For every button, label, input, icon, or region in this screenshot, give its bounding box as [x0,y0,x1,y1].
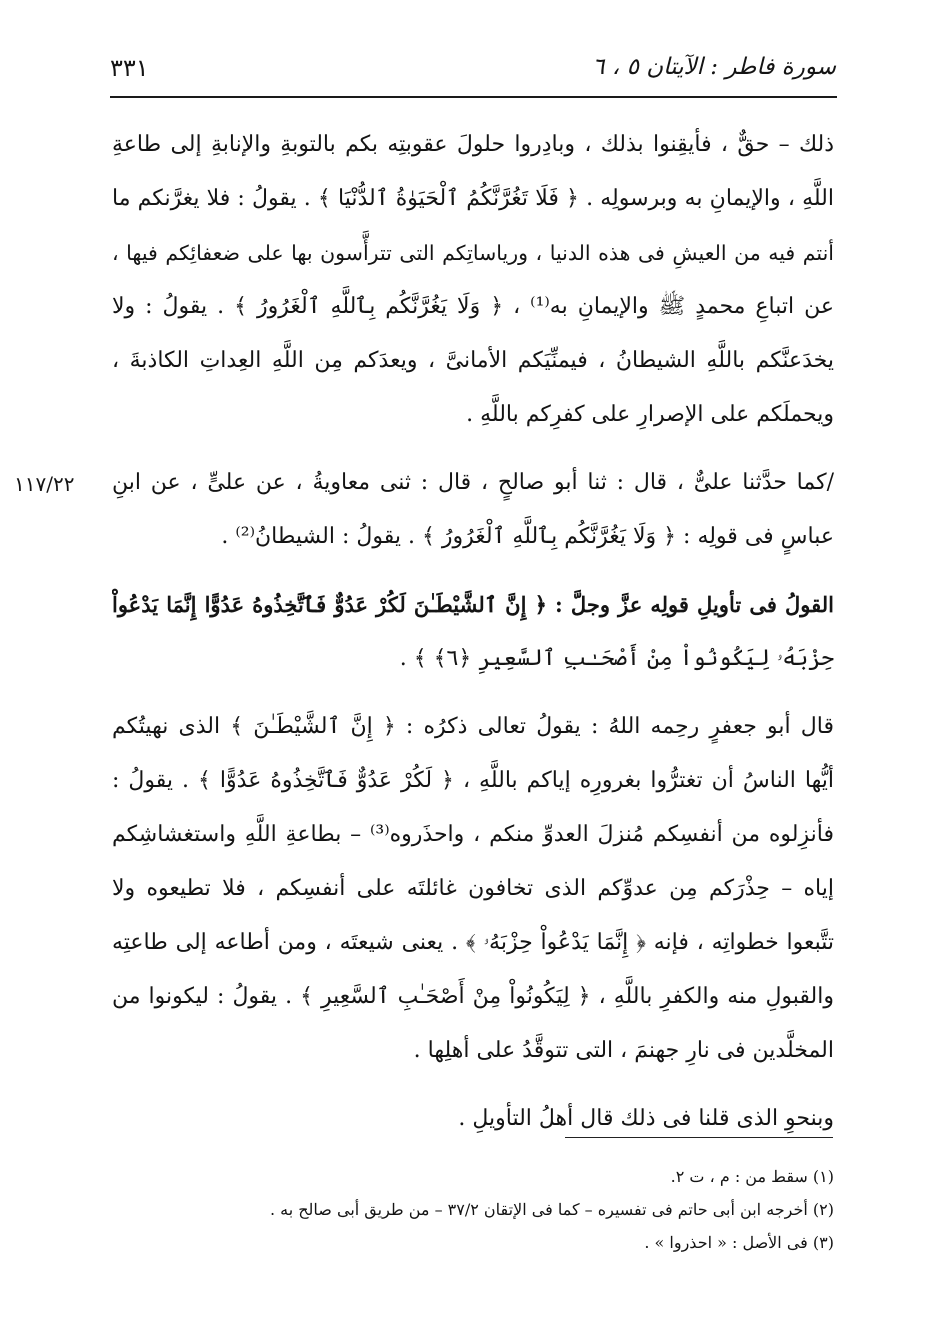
text-line: وبنحوِ الذى قلنا فى ذلك قال أهلُ التأويلِ . [458,1106,834,1131]
footnotes [112,1160,834,1259]
text-line: اللَّهِ ، والإيمانِ به وبرسولِه . ﴿ فَلَا تَغُرَّنَّكُمُ ٱلْحَيَوٰةُ ٱلدُّنْيَا ﴾ . يقولُ : فلا يغرَّنكم ما [112,186,834,211]
footnote: (٣) فى الأصل : « احذروا » . [644,1233,834,1252]
text-line: والقبولِ منه والكفرِ باللَّهِ ، ﴿ لِيَكُونُواْ مِنْ أَصْحَـٰبِ ٱلسَّعِيرِ ﴾ . يقولُ : ليكونوا من [112,984,834,1009]
text-line: فأنزِلوه من أنفسِكم مُنزلَ العدوِّ منكم ، واحذَروه⁽³⁾ – بطاعةِ اللَّهِ واستغشاشِكم [112,822,834,847]
paragraph-1 [112,118,834,442]
text-line: أنتم فيه من العيشِ فى هذه الدنيا ، ورياساتِكم التى تترأَّسون بها على ضعفائِكم فيها ، [112,241,834,265]
paragraph-2 [112,456,834,564]
page-header [110,48,836,96]
text-line: المخلَّدين فى نارِ جهنمَ ، التى تتوقَّدُ على أهلِها . [413,1038,834,1063]
text-line: ويحملَكم على الإصرارِ على كفرِكم باللَّهِ . [466,402,834,427]
text-line: ذلك – حقٌّ ، فأيقِنوا بذلك ، وبادِروا حلولَ عقوبتِه بكم بالتوبةِ والإنابةِ إلى طاعةِ [112,132,834,157]
paragraph-3 [112,578,834,686]
running-title: سورة فاطر : الآيتان ٥ ، ٦ [592,54,836,80]
page-number: ٣٣١ [110,54,149,82]
text-line: يخدَعنَّكم باللَّهِ الشيطانُ ، فيمنِّيَكم الأمانىَّ ، ويعدَكم مِن اللَّهِ العِداتِ الكاذبةَ ، [112,348,834,373]
margin-reference: ١١٧/٢٢ [14,472,75,496]
text-line: عباسٍ فى قولِه : ﴿ وَلَا يَغُرَّنَّكُم بِٱللَّهِ ٱلْغَرُورُ ﴾ . يقولُ : الشيطانُ⁽²⁾ . [221,524,834,549]
footnote: (٢) أخرجه ابن أبى حاتم فى تفسيره – كما فى الإتقان ٣٧/٢ – من طريق أبى صالح به . [269,1200,834,1219]
text-line: /كما حدَّثنا علىٌّ ، قال : ثنا أبو صالحٍ ، قال : ثنى معاويةُ ، عن علىٍّ ، عن ابنِ [112,470,834,495]
text-line: عن اتباعِ محمدٍ ﷺ والإيمانِ به⁽¹⁾ ، ﴿ وَلَا يَغُرَّنَّكُم بِٱللَّهِ ٱلْغَرُورُ ﴾ . يقولُ : ولا [112,294,834,319]
paragraph-4 [112,700,834,1078]
text-line: قال أبو جعفرٍ رحِمه اللهُ : يقولُ تعالى ذكرُه : ﴿ إِنَّ ٱلشَّيْطَـٰنَ ﴾ الذى نهيتُكم [112,714,834,739]
main-text [112,118,834,1160]
header-rule [110,96,837,98]
text-line: حِزْبَهُۥ لِيَكُونُواْ مِنْ أَصْحَـٰبِ ٱلسَّعِيرِ ﴿٦﴾ ﴾ . [399,646,834,671]
text-line: تتَّبعوا خطواتِه ، فإنه ﴿ إِنَّمَا يَدْعُواْ حِزْبَهُۥ ﴾ . يعنى شيعتَه ، ومن أطاعه إلى طاعتِه [112,930,834,955]
text-line: أيُّها الناسُ أن تغترُّوا بغرورِه إياكم باللَّهِ ، ﴿ لَكُرْ عَدُوٌّ فَٱتَّخِذُوهُ عَدُوًّا ﴾ . يقولُ : [112,768,834,793]
footnote: (١) سقط من : م ، ت ٢. [670,1167,834,1186]
text-line: إياه – حِذْرَكم مِن عدوِّكم الذى تخافون غائلتَه على أنفسِكم ، فلا تطيعوه ولا [112,876,834,901]
text-line: القولُ فى تأويلِ قولِه عزَّ وجلَّ : ﴿ إِنَّ ٱلشَّيْطَـٰنَ لَكُرْ عَدُوٌّ فَٱتَّخِذُوهُ عَدُوًّا إِنَّمَا يَدْعُواْ [112,592,834,617]
footnote-rule [565,1137,833,1138]
